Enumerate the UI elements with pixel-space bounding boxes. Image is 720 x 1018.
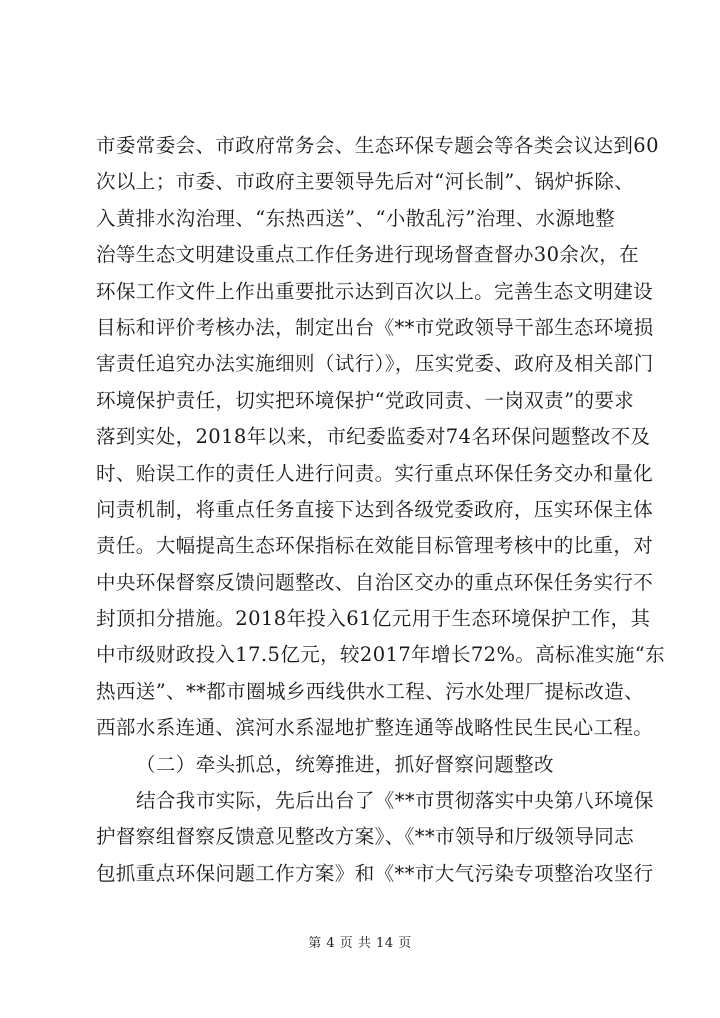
paragraph-line: 环境保护责任，切实把环境保护“党政同责、一岗双责”的要求 bbox=[96, 388, 635, 412]
paragraph-line: 责任。大幅提高生态环保指标在效能目标管理考核中的比重，对 bbox=[96, 534, 654, 558]
paragraph-line: 结合我市实际，先后出台了《**市贯彻落实中央第八环境保 bbox=[136, 789, 654, 813]
paragraph-line: 时、贻误工作的责任人进行问责。实行重点环保任务交办和量化 bbox=[96, 461, 654, 485]
paragraph-line: 问责机制，将重点任务直接下达到各级党委政府，压实环保主体 bbox=[96, 497, 654, 521]
paragraph-line: 中市级财政投入17.5亿元，较2017年增长72%。高标准实施“东 bbox=[96, 643, 666, 667]
paragraph-line: 落到实处，2018年以来，市纪委监委对74名环保问题整改不及 bbox=[96, 425, 651, 449]
paragraph-line: 封顶扣分措施。2018年投入61亿元用于生态环境保护工作，其 bbox=[96, 607, 651, 631]
paragraph-line: 目标和评价考核办法，制定出台《**市党政领导干部生态环境损 bbox=[96, 315, 654, 339]
paragraph-line: 热西送”、**都市圈城乡西线供水工程、污水处理厂提标改造、 bbox=[96, 679, 645, 703]
paragraph-line: 护督察组督察反馈意见整改方案》、《**市领导和厅级领导同志 bbox=[96, 825, 635, 849]
paragraph-line: 市委常委会、市政府常务会、生态环保专题会等各类会议达到60 bbox=[96, 134, 659, 157]
paragraph-line: 入黄排水沟治理、“东热西送”、“小散乱污”治理、水源地整 bbox=[96, 206, 616, 230]
paragraph-line: 治等生态文明建设重点工作任务进行现场督查督办30余次，在 bbox=[96, 243, 640, 267]
paragraph-line: 次以上；市委、市政府主要领导先后对“河长制”、锅炉拆除、 bbox=[96, 170, 635, 194]
paragraph-line: 环保工作文件上作出重要批示达到百次以上。完善生态文明建设 bbox=[96, 279, 654, 303]
paragraph-line: 包抓重点环保问题工作方案》和《**市大气污染专项整治攻坚行 bbox=[96, 861, 654, 885]
paragraph-line: 害责任追究办法实施细则（试行）》，压实党委、政府及相关部门 bbox=[96, 352, 654, 376]
body-text bbox=[96, 128, 666, 892]
paragraph-line: 西部水系连通、滨河水系湿地扩整连通等战略性民生民心工程。 bbox=[96, 716, 654, 740]
paragraph-line: 中央环保督察反馈问题整改、自治区交办的重点环保任务实行不 bbox=[96, 570, 654, 594]
page-number-footer: 第 4 页 共 14 页 bbox=[308, 936, 412, 951]
section-heading: （二）牵头抓总，统筹推进，抓好督察问题整改 bbox=[136, 752, 554, 776]
